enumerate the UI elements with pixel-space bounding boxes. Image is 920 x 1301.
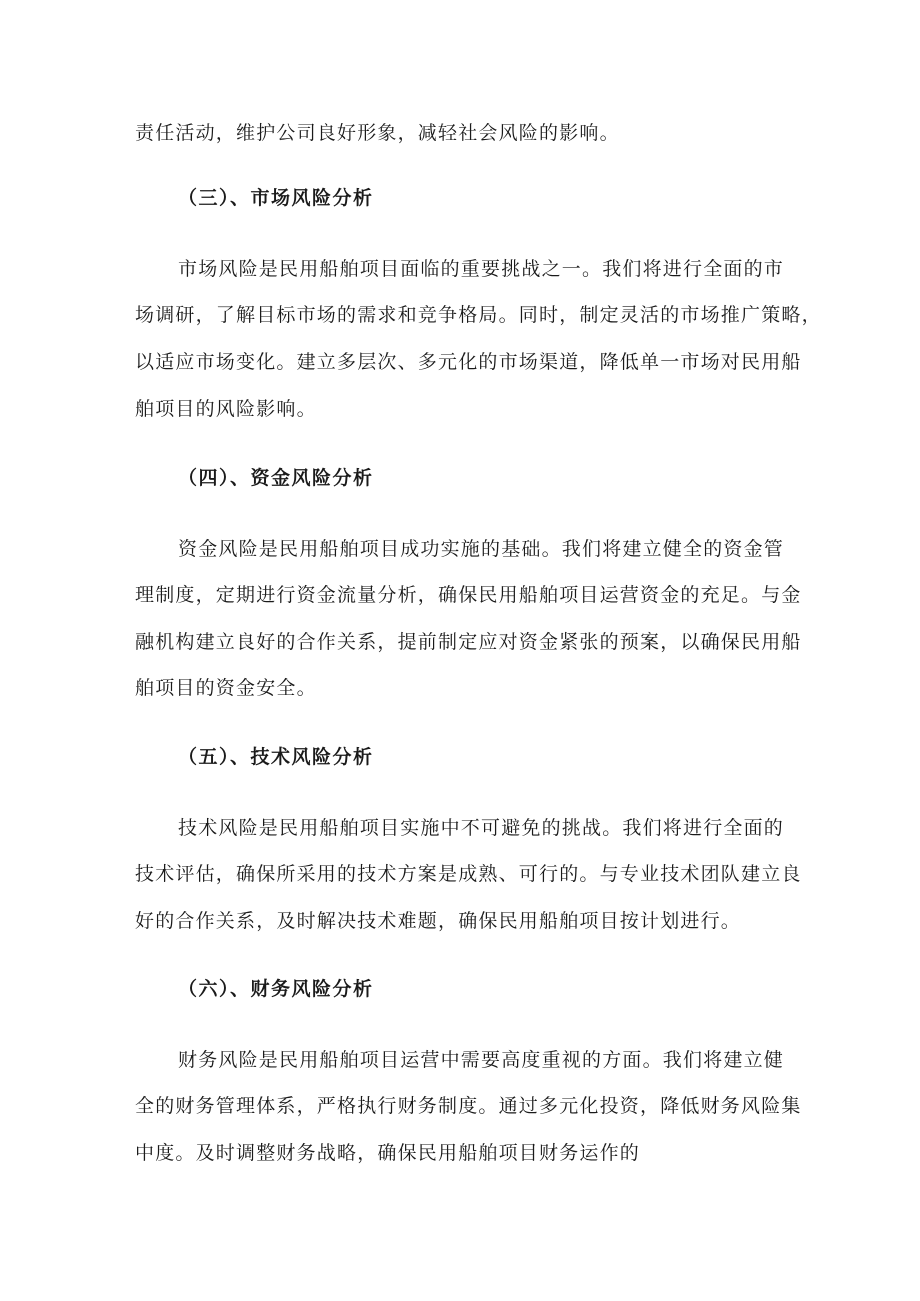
section-heading-6: （六）、财务风险分析 [178, 978, 374, 1000]
section-heading-5: （五）、技术风险分析 [178, 746, 374, 768]
section-heading-3: （三）、市场风险分析 [178, 187, 374, 209]
paragraph-line: 舶项目的资金安全。 [135, 677, 317, 699]
paragraph-line: 理制度，定期进行资金流量分析，确保民用船舶项目运营资金的充足。与金 [135, 584, 802, 606]
paragraph-line: 全的财务管理体系，严格执行财务制度。通过多元化投资，降低财务风险集 [135, 1095, 802, 1117]
section-heading-4: （四）、资金风险分析 [178, 467, 374, 489]
paragraph-line: 舶项目的风险影响。 [135, 398, 317, 420]
paragraph-line: 好的合作关系，及时解决技术难题，确保民用船舶项目按计划进行。 [135, 910, 742, 932]
paragraph-line: 市场风险是民用船舶项目面临的重要挑战之一。我们将进行全面的市 [178, 258, 785, 280]
paragraph-line: 以适应市场变化。建立多层次、多元化的市场渠道，降低单一市场对民用船 [135, 351, 802, 373]
paragraph-line: 技术评估，确保所采用的技术方案是成熟、可行的。与专业技术团队建立良 [135, 863, 802, 885]
paragraph-line: 融机构建立良好的合作关系，提前制定应对资金紧张的预案，以确保民用船 [135, 631, 802, 653]
paragraph-line: 资金风险是民用船舶项目成功实施的基础。我们将建立健全的资金管 [178, 538, 785, 560]
paragraph-line: 技术风险是民用船舶项目实施中不可避免的挑战。我们将进行全面的 [178, 817, 785, 839]
paragraph-line: 财务风险是民用船舶项目运营中需要高度重视的方面。我们将建立健 [178, 1049, 785, 1071]
intro-line: 责任活动，维护公司良好形象，减轻社会风险的影响。 [135, 122, 620, 144]
paragraph-line: 场调研，了解目标市场的需求和竞争格局。同时，制定灵活的市场推广策略， [135, 304, 822, 326]
paragraph-line: 中度。及时调整财务战略，确保民用船舶项目财务运作的 [135, 1142, 641, 1164]
